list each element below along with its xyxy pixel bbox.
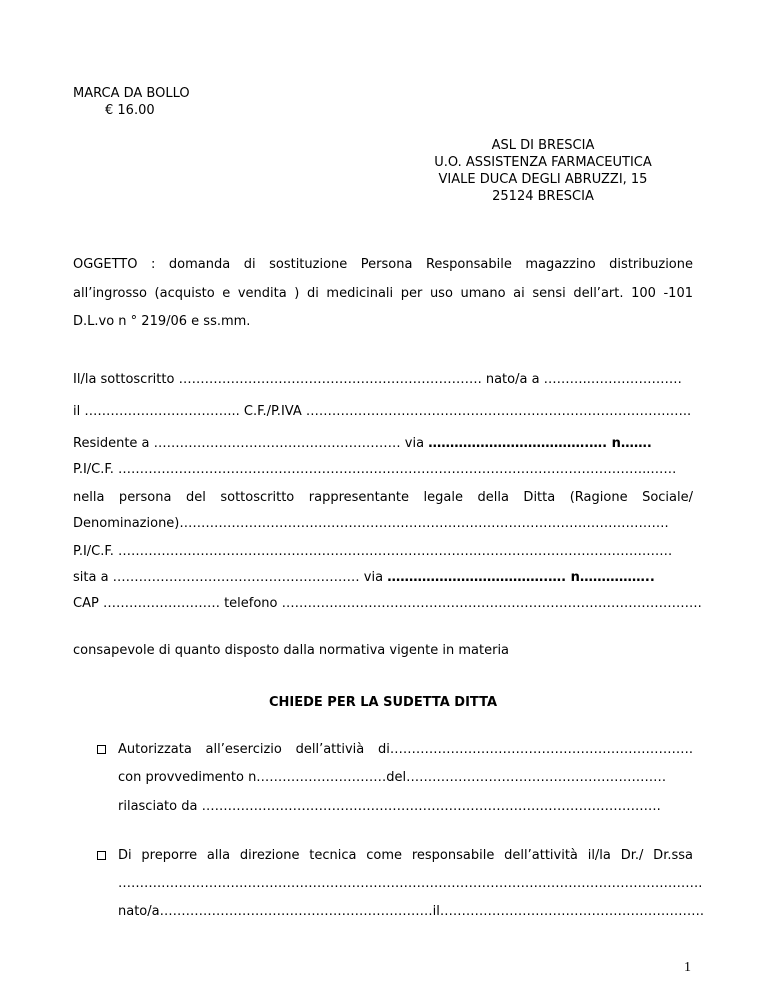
subject-line-2: all’ingrosso (acquisto e vendita ) di medicinali per uso umano ai sensi dell’art. 100 -101 [73, 286, 693, 301]
field-sita[interactable] [73, 570, 655, 586]
addressee-line-4: 25124 BRESCIA [492, 189, 594, 204]
field-residente-via: ……………………………….…. n……. [428, 436, 652, 451]
item-b-line-2[interactable]: ……….……………….……………………………………………………………………………………………. [118, 876, 703, 891]
field-il-cf-piva[interactable]: il ……………………………... C.F./P.IVA …………………………………………………………………………….. [73, 404, 692, 419]
addressee-line-1: ASL DI BRESCIA [491, 138, 595, 153]
field-residente[interactable] [73, 436, 652, 452]
subject-line-1: OGGETTO : domanda di sostituzione Persona Responsabile magazzino distribuzione [73, 257, 693, 272]
stamp-block [73, 85, 190, 119]
item-a-line-3[interactable]: rilasciato da ……………………………………………………………………………………………. [118, 799, 661, 814]
stamp-amount: € 16.00 [105, 103, 155, 118]
field-sottoscritto[interactable]: Il/la sottoscritto ……………………………………………………………. nato/a a ………..………………… [73, 372, 682, 387]
page-number: 1 [684, 960, 691, 975]
field-pic-2[interactable]: P.I/C.F. ………………………………………………….…………………….……………………………………… [73, 544, 673, 559]
item-a-line-2[interactable]: con provvedimento n…………………………del…………………………………………………… [118, 770, 667, 785]
item-b-line-3[interactable]: nato/a………………………………………………………il……………………………………………………. [118, 904, 704, 919]
stamp-label: MARCA DA BOLLO [73, 86, 190, 101]
field-cap-telefono[interactable]: CAP ……………………… telefono ……………………………………………………………………………………. [73, 596, 702, 611]
section-heading: CHIEDE PER LA SUDETTA DITTA [268, 695, 498, 710]
item-b-line-1: Di preporre alla direzione tecnica come responsabile dell’attività il/la Dr./ Dr.ssa [118, 848, 693, 863]
field-sita-via: ……………………………….…. n…………….. [387, 570, 655, 585]
consapevole-text: consapevole di quanto disposto dalla normativa vigente in materia [73, 643, 510, 658]
field-sita-label: sita a ………………………………………………… via [73, 570, 388, 585]
subject-line-3: D.L.vo n ° 219/06 e ss.mm. [73, 314, 251, 329]
field-pic-1[interactable]: P.I/C.F. ………………………………………………….………………………………………………………..…… [73, 462, 677, 477]
checkbox-icon[interactable] [97, 745, 106, 754]
field-residente-label: Residente a ………………………………………………… via [73, 436, 429, 451]
item-a-line-1[interactable]: Autorizzata all’esercizio dell’attivià di……………………………………………………………. [118, 742, 693, 757]
field-denominazione[interactable]: Denominazione)…………………………………………….……………………………………………………. [73, 516, 669, 531]
addressee-block [400, 137, 686, 205]
addressee-line-3: VIALE DUCA DEGLI ABRUZZI, 15 [438, 172, 648, 187]
persona-line: nella persona del sottoscritto rappresentante legale della Ditta (Ragione Sociale/ [73, 490, 693, 505]
checkbox-icon[interactable] [97, 851, 106, 860]
addressee-line-2: U.O. ASSISTENZA FARMACEUTICA [434, 155, 652, 170]
